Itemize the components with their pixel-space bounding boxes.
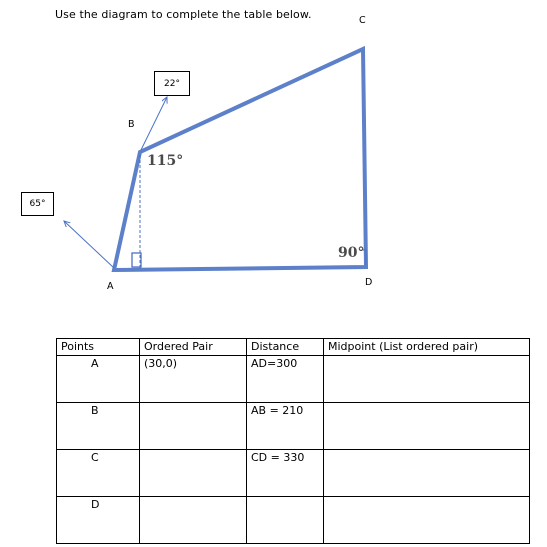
cell-distance[interactable]: AD=300 bbox=[247, 356, 324, 403]
cell-point: D bbox=[57, 497, 140, 544]
header-distance: Distance bbox=[247, 339, 324, 356]
instruction-text: Use the diagram to complete the table below. bbox=[55, 8, 312, 21]
cell-distance[interactable]: AB = 210 bbox=[247, 403, 324, 450]
table-row bbox=[57, 497, 530, 544]
cell-midpoint[interactable] bbox=[324, 497, 530, 544]
header-points: Points bbox=[57, 339, 140, 356]
cell-midpoint[interactable] bbox=[324, 356, 530, 403]
point-label-a: A bbox=[107, 281, 114, 292]
points-table bbox=[56, 338, 530, 544]
cell-midpoint[interactable] bbox=[324, 403, 530, 450]
point-label-c: C bbox=[359, 15, 366, 26]
arrow-to-65-box bbox=[64, 221, 114, 268]
cell-point: C bbox=[57, 450, 140, 497]
cell-distance[interactable] bbox=[247, 497, 324, 544]
table-row bbox=[57, 450, 530, 497]
point-label-b: B bbox=[128, 119, 135, 130]
table-row bbox=[57, 356, 530, 403]
cell-ordered-pair[interactable]: (30,0) bbox=[140, 356, 247, 403]
table-header-row bbox=[57, 339, 530, 356]
header-ordered-pair: Ordered Pair bbox=[140, 339, 247, 356]
header-midpoint: Midpoint (List ordered pair) bbox=[324, 339, 530, 356]
angle-box-65: 65° bbox=[21, 192, 54, 216]
cell-ordered-pair[interactable] bbox=[140, 497, 247, 544]
cell-midpoint[interactable] bbox=[324, 450, 530, 497]
angle-box-22: 22° bbox=[154, 71, 190, 96]
cell-ordered-pair[interactable] bbox=[140, 403, 247, 450]
cell-ordered-pair[interactable] bbox=[140, 450, 247, 497]
cell-point: B bbox=[57, 403, 140, 450]
angle-label-d: 90° bbox=[338, 245, 365, 261]
cell-point: A bbox=[57, 356, 140, 403]
table-row bbox=[57, 403, 530, 450]
point-label-d: D bbox=[365, 277, 373, 288]
angle-label-b: 115° bbox=[147, 153, 184, 169]
cell-distance[interactable]: CD = 330 bbox=[247, 450, 324, 497]
